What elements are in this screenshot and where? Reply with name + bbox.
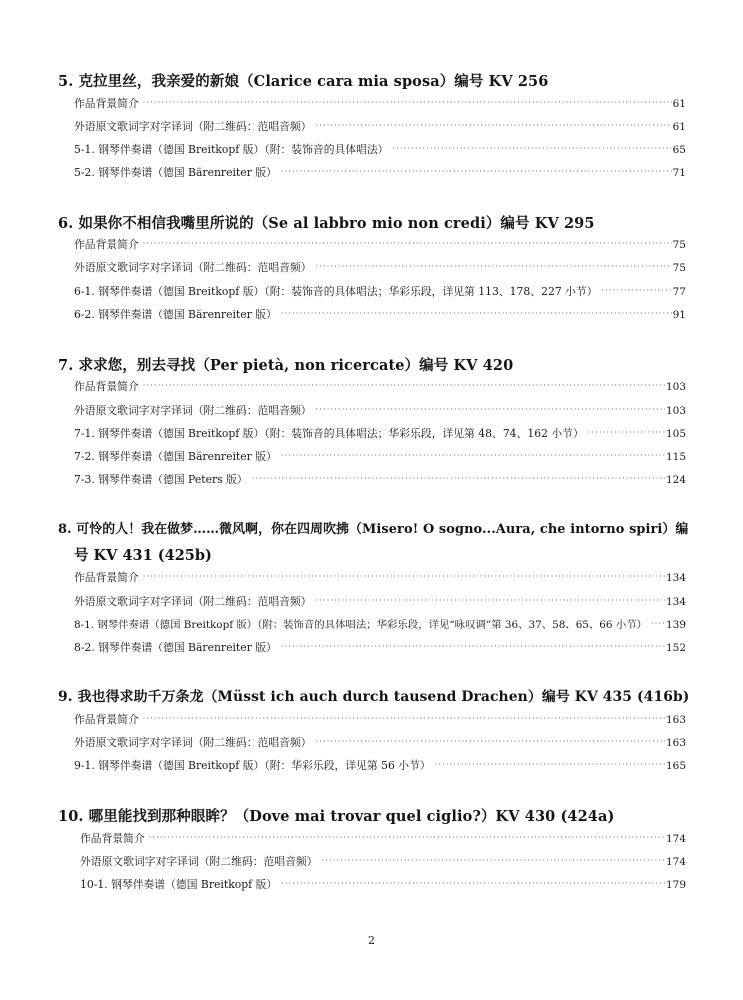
dot-leader [281,877,665,891]
toc-entry[interactable] [74,166,686,180]
toc-entry-label: 外语原文歌词字对字译词（附二维码：范唱音频） [74,120,312,133]
toc-entry-label: 外语原文歌词字对字译词（附二维码：范唱音频） [80,855,318,868]
toc-entry-page: 134 [665,572,686,584]
toc-entry[interactable] [74,120,686,134]
toc-entry-label: 作品背景简介 [74,571,139,584]
toc-entry-page: 163 [665,714,686,726]
toc-entry-page: 75 [672,239,686,251]
toc-entry-label: 作品背景简介 [74,97,139,110]
section-title: 7. 求求您，别去寻找（Per pietà, non ricercate）编号 KV 420 [58,357,514,374]
dot-leader [392,142,671,156]
dot-leader [316,119,672,133]
dot-leader [252,472,665,486]
dot-leader [316,735,665,749]
toc-entry-page: 139 [665,619,686,631]
toc-entry-page: 77 [672,286,686,298]
toc-entry[interactable] [74,97,686,111]
toc-entry-label: 7-2. 钢琴伴奏谱（德国 Bärenreiter 版） [74,450,277,463]
toc-entry[interactable] [74,450,686,464]
toc-entry-page: 174 [665,856,686,868]
toc-entry[interactable] [80,855,686,869]
toc-entry-page: 103 [665,405,686,417]
section-title: 8. 可怜的人！我在做梦……微风啊，你在四周吹拂（Misero! O sogno...Aura, che intorno spiri）编 [58,522,689,537]
toc-entry[interactable] [74,736,686,750]
toc-entry-label: 外语原文歌词字对字译词（附二维码：范唱音频） [74,404,312,417]
toc-entry[interactable] [74,571,686,585]
toc-entry-label: 5-1. 钢琴伴奏谱（德国 Breitkopf 版）（附：装饰音的具体唱法） [74,143,389,156]
toc-entry[interactable] [74,618,686,632]
toc-entry-label: 作品背景简介 [80,832,145,845]
section-title: 9. 我也得求助千万条龙（Müsst ich auch durch tausend Drachen）编号 KV 435 (416b) [58,689,690,705]
dot-leader [143,379,665,393]
toc-entry-label: 9-1. 钢琴伴奏谱（德国 Breitkopf 版）（附：华彩乐段，详见第 56 小节） [74,759,431,772]
toc-entry-label: 10-1. 钢琴伴奏谱（德国 Breitkopf 版） [80,878,278,891]
toc-entry[interactable] [74,143,686,157]
toc-entry[interactable] [80,878,686,892]
toc-entry-label: 外语原文歌词字对字译词（附二维码：范唱音频） [74,261,312,274]
toc-entry-label: 作品背景简介 [74,380,139,393]
toc-entry[interactable] [74,380,686,394]
toc-entry-page: 165 [665,760,686,772]
dot-leader [143,570,665,584]
toc-entry-label: 6-1. 钢琴伴奏谱（德国 Breitkopf 版）（附：装饰音的具体唱法；华彩乐段，详见第 113、178、227 小节） [74,285,598,298]
dot-leader [316,594,665,608]
dot-leader [316,403,665,417]
dot-leader [149,831,665,845]
toc-entry[interactable] [80,832,686,846]
toc-entry-label: 7-3. 钢琴伴奏谱（德国 Peters 版） [74,473,248,486]
toc-entry[interactable] [74,713,686,727]
toc-entry-page: 75 [672,262,686,274]
toc-entry-page: 103 [665,381,686,393]
toc-entry-label: 7-1. 钢琴伴奏谱（德国 Breitkopf 版）（附：装饰音的具体唱法；华彩乐段，详见第 48、74、162 小节） [74,427,584,440]
toc-entry[interactable] [74,261,686,275]
toc-entry-label: 6-2. 钢琴伴奏谱（德国 Bärenreiter 版） [74,308,277,321]
dot-leader [435,758,665,772]
toc-entry[interactable] [74,641,686,655]
dot-leader [143,237,672,251]
section-title: 6. 如果你不相信我嘴里所说的（Se al labbro mio non credi）编号 KV 295 [58,215,595,232]
page-number: 2 [368,934,375,947]
toc-entry[interactable] [74,427,686,441]
dot-leader [143,712,665,726]
toc-entry[interactable] [74,308,686,322]
dot-leader [281,165,672,179]
toc-entry-label: 外语原文歌词字对字译词（附二维码：范唱音频） [74,595,312,608]
toc-entry-label: 8-2. 钢琴伴奏谱（德国 Bärenreiter 版） [74,641,277,654]
toc-entry-page: 124 [665,474,686,486]
toc-entry-page: 174 [665,833,686,845]
toc-entry-label: 作品背景简介 [74,713,139,726]
toc-entry-label: 5-2. 钢琴伴奏谱（德国 Bärenreiter 版） [74,166,277,179]
toc-entry-page: 134 [665,596,686,608]
toc-entry[interactable] [74,759,686,773]
dot-leader [281,640,665,654]
toc-entry-page: 163 [665,737,686,749]
toc-entry-page: 61 [672,121,686,133]
toc-entry-label: 作品背景简介 [74,238,139,251]
dot-leader [143,96,672,110]
toc-entry[interactable] [74,473,686,487]
toc-entry-page: 105 [665,428,686,440]
toc-entry-page: 61 [672,98,686,110]
dot-leader [651,617,665,631]
dot-leader [316,260,672,274]
toc-entry[interactable] [74,238,686,252]
dot-leader [322,854,665,868]
section-title-continued: 号 KV 431 (425b) [74,547,212,564]
toc-entry[interactable] [74,595,686,609]
section-title: 10. 哪里能找到那种眼眸？（Dove mai trovar quel ciglio?）KV 430 (424a) [58,808,615,825]
toc-entry-page: 152 [665,642,686,654]
toc-entry-page: 71 [672,167,686,179]
dot-leader [588,426,665,440]
toc-entry[interactable] [74,285,686,299]
section-title: 5. 克拉里丝，我亲爱的新娘（Clarice cara mia sposa）编号 KV 256 [58,73,549,90]
dot-leader [281,307,672,321]
toc-entry-page: 91 [672,309,686,321]
toc-entry-label: 外语原文歌词字对字译词（附二维码：范唱音频） [74,736,312,749]
toc-entry-label: 8-1. 钢琴伴奏谱（德国 Breitkopf 版）（附：装饰音的具体唱法；华彩乐段，详见“咏叹调”第 36、37、58、65、66 小节） [74,619,648,631]
toc-entry[interactable] [74,404,686,418]
toc-entry-page: 65 [672,144,686,156]
toc-entry-page: 115 [665,451,686,463]
toc-entry-page: 179 [665,879,686,891]
dot-leader [281,449,665,463]
dot-leader [602,284,672,298]
